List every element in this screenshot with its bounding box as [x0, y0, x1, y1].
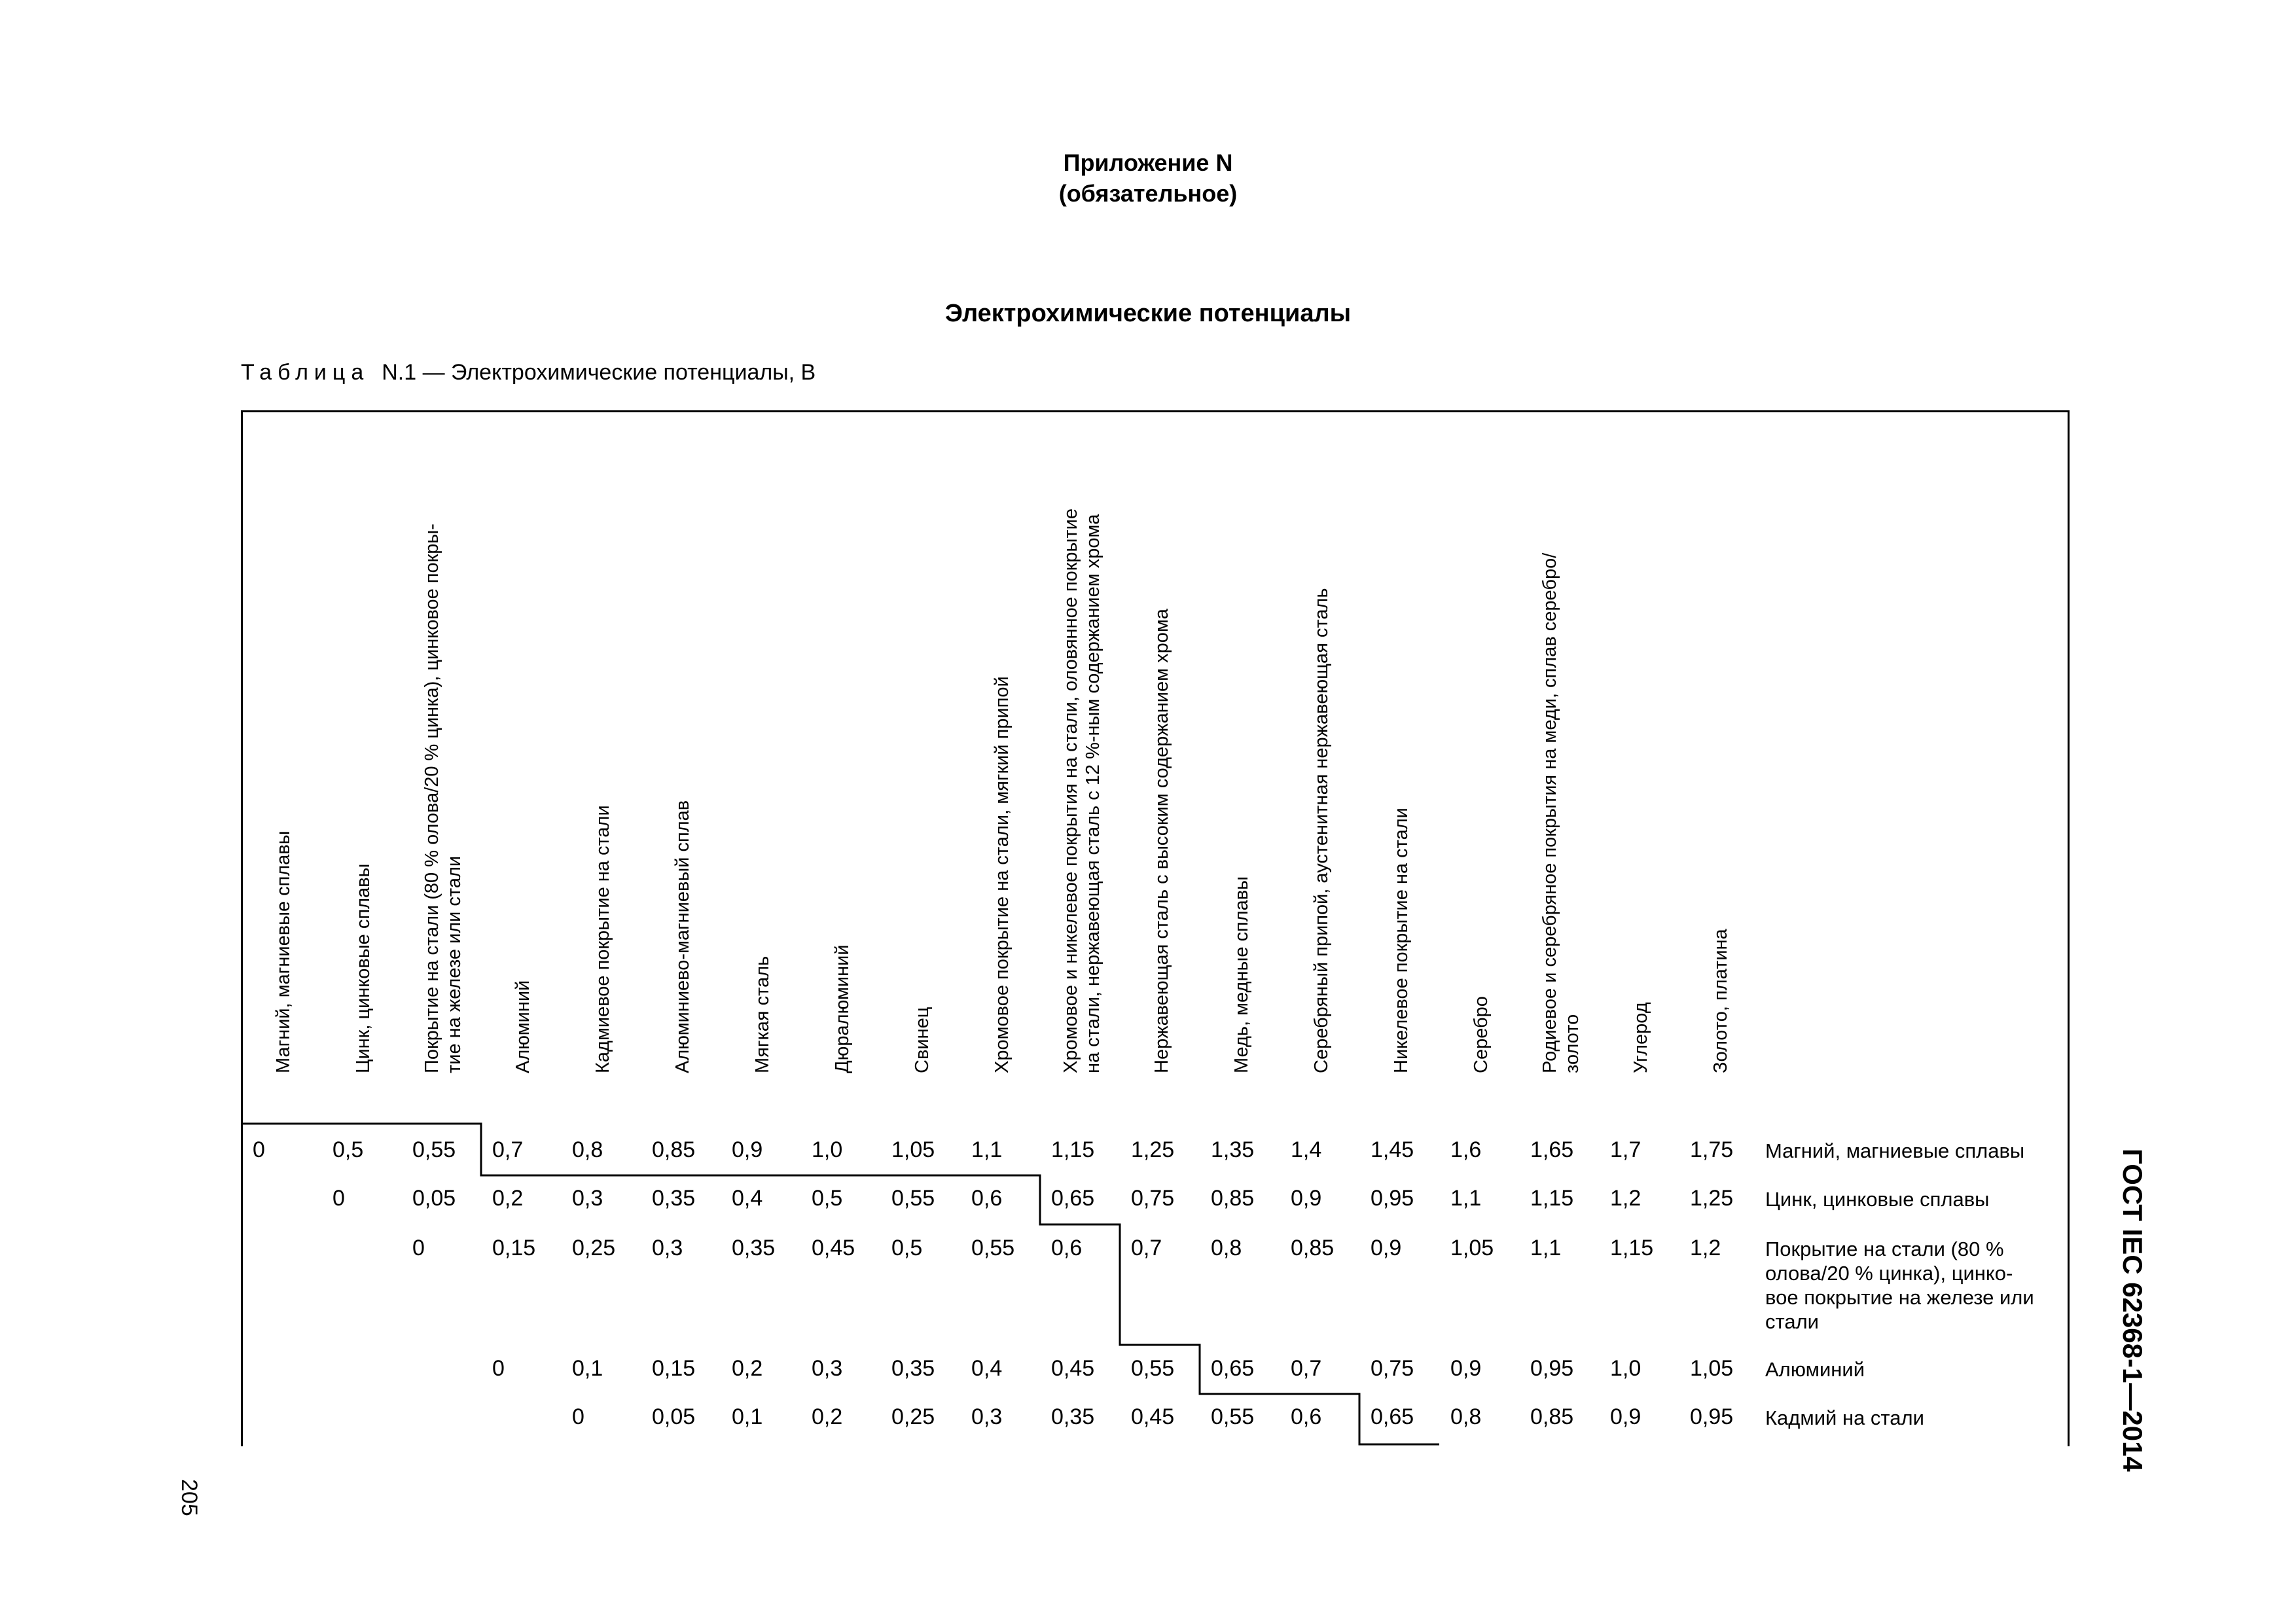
- table-cell: 1,1: [1530, 1236, 1562, 1260]
- table-cell: 1,4: [1291, 1137, 1322, 1162]
- table-cell: 0,3: [812, 1356, 843, 1381]
- table-cell: 0,6: [1051, 1236, 1083, 1260]
- table-cell: 0,4: [732, 1186, 763, 1211]
- table-cell: 1,1: [971, 1137, 1003, 1162]
- table-cell: 1,6: [1450, 1137, 1482, 1162]
- table-cell: 0,65: [1051, 1186, 1095, 1211]
- table-cell: 0,35: [652, 1186, 696, 1211]
- table-cell: 1,1: [1450, 1186, 1482, 1211]
- annex-subtitle: (обязательное): [1058, 180, 1238, 207]
- column-header: Покрытие на стали (80 % олова/20 % цинка), цинковое покры- тие на железе или стали: [422, 524, 465, 1073]
- row-label: Алюминий: [1765, 1358, 1865, 1381]
- table-cell: 1,05: [891, 1137, 935, 1162]
- table-cell: 0: [332, 1186, 345, 1211]
- table-cell: 0,35: [891, 1356, 935, 1381]
- table-cell: 1,05: [1690, 1356, 1734, 1381]
- row-label: Покрытие на стали (80 % олова/20 % цинка), цинко- вое покрытие на железе или стали: [1765, 1238, 2034, 1333]
- table-cell: 0,65: [1211, 1356, 1255, 1381]
- column-header: Хромовое покрытие на стали, мягкий припой: [992, 676, 1013, 1073]
- table-cell: 0,25: [891, 1404, 935, 1429]
- document-code: ГОСТ IEC 62368-1—2014: [2117, 1149, 2148, 1472]
- table-cell: 0,3: [572, 1186, 603, 1211]
- table-cell: 1,15: [1610, 1236, 1654, 1260]
- column-header: Медь, медные сплавы: [1231, 876, 1252, 1073]
- table-cell: 0,75: [1131, 1186, 1175, 1211]
- column-header: Кадмиевое покрытие на стали: [592, 805, 613, 1073]
- table-cell: 0,4: [971, 1356, 1003, 1381]
- table-cell: 0: [572, 1404, 584, 1429]
- table-cell: 0,65: [1371, 1404, 1414, 1429]
- column-header: Серебряный припой, аустенитная нержавеющая сталь: [1311, 588, 1332, 1073]
- table-cell: 0,8: [572, 1137, 603, 1162]
- table-cell: 0,9: [1610, 1404, 1641, 1429]
- table-cell: 1,25: [1131, 1137, 1175, 1162]
- section-title: Электрохимические потенциалы: [944, 300, 1352, 327]
- table-cell: 0,1: [572, 1356, 603, 1381]
- table-cell: 1,25: [1690, 1186, 1734, 1211]
- table-cell: 0,55: [412, 1137, 456, 1162]
- table-cell: 0,35: [732, 1236, 776, 1260]
- table-cell: 0,5: [812, 1186, 843, 1211]
- table-cell: 0,55: [891, 1186, 935, 1211]
- table-cell: 0,45: [1131, 1404, 1175, 1429]
- table-cell: 0,6: [971, 1186, 1003, 1211]
- column-header: Хромовое и никелевое покрытия на стали, оловянное покрытие на стали, нержавеющая сталь с 12 %-ным содержанием хрома: [1060, 508, 1103, 1073]
- table-cell: 1,7: [1610, 1137, 1641, 1162]
- annex-title: Приложение N: [1063, 149, 1233, 176]
- table-cell: 0,5: [891, 1236, 923, 1260]
- column-header: Нержавеющая сталь с высоким содержанием хрома: [1151, 609, 1172, 1073]
- table-cell: 0,85: [1291, 1236, 1335, 1260]
- table-cell: 0,55: [1131, 1356, 1175, 1381]
- table-cell: 1,2: [1690, 1236, 1721, 1260]
- table-caption-word: Таблица: [241, 360, 370, 385]
- table-cell: 0,3: [652, 1236, 683, 1260]
- table-cell: 0,45: [812, 1236, 855, 1260]
- table-cell: 1,15: [1530, 1186, 1574, 1211]
- column-header: Никелевое покрытие на стали: [1391, 808, 1412, 1073]
- table-cell: 1,35: [1211, 1137, 1255, 1162]
- column-header: Алюминий: [512, 980, 533, 1073]
- table-cell: 0,45: [1051, 1356, 1095, 1381]
- table-cell: 0: [492, 1356, 505, 1381]
- table-cell: 0,95: [1690, 1404, 1734, 1429]
- table-cell: 0,2: [732, 1356, 763, 1381]
- table-cell: 0,8: [1450, 1404, 1482, 1429]
- table-cell: 0,9: [1450, 1356, 1482, 1381]
- table-cell: 0,05: [652, 1404, 696, 1429]
- table-cell: 0,2: [492, 1186, 524, 1211]
- column-header: Дюралюминий: [832, 944, 853, 1073]
- table-cell: 0,9: [1371, 1236, 1402, 1260]
- table-cell: 0,15: [492, 1236, 536, 1260]
- table-cell: 0,55: [971, 1236, 1015, 1260]
- step-line: [241, 1124, 1439, 1444]
- table-cell: 1,75: [1690, 1137, 1734, 1162]
- column-header: Родиевое и серебряное покрытия на меди, сплав серебро/ золото: [1539, 552, 1583, 1073]
- row-label: Цинк, цинковые сплавы: [1765, 1188, 1990, 1211]
- table-cell: 1,65: [1530, 1137, 1574, 1162]
- table-cell: 0: [412, 1236, 425, 1260]
- page-number: 205: [177, 1479, 202, 1516]
- table-cell: 0,5: [332, 1137, 364, 1162]
- table-cell: 0,25: [572, 1236, 616, 1260]
- column-header: Магний, магниевые сплавы: [273, 830, 294, 1073]
- column-header: Свинец: [912, 1007, 933, 1073]
- table-cell: 1,0: [1610, 1356, 1641, 1381]
- table-cell: 1,15: [1051, 1137, 1095, 1162]
- table-cell: 0,85: [1211, 1186, 1255, 1211]
- column-header: Цинк, цинковые сплавы: [353, 863, 374, 1073]
- column-header: Углерод: [1630, 1002, 1651, 1073]
- table-cell: 0,85: [652, 1137, 696, 1162]
- table-cell: 0,1: [732, 1404, 763, 1429]
- table-cell: 0,7: [1291, 1356, 1322, 1381]
- table-cell: 0,2: [812, 1404, 843, 1429]
- table-cell: 0,35: [1051, 1404, 1095, 1429]
- row-label: Магний, магниевые сплавы: [1765, 1139, 2025, 1162]
- table-cell: 0,8: [1211, 1236, 1242, 1260]
- table-cell: 1,05: [1450, 1236, 1494, 1260]
- column-header: Мягкая сталь: [752, 955, 773, 1073]
- table-cell: 1,45: [1371, 1137, 1414, 1162]
- table-cell: 0,85: [1530, 1404, 1574, 1429]
- table-cell: 1,0: [812, 1137, 843, 1162]
- table-cell: 0,15: [652, 1356, 696, 1381]
- column-header: Алюминиево-магниевый сплав: [672, 800, 693, 1073]
- table-cell: 0,75: [1371, 1356, 1414, 1381]
- table-cell: 0,9: [732, 1137, 763, 1162]
- table-cell: 0,7: [1131, 1236, 1162, 1260]
- table-cell: 0,95: [1530, 1356, 1574, 1381]
- table-cell: 0: [253, 1137, 265, 1162]
- table-cell: 0,95: [1371, 1186, 1414, 1211]
- table-cell: 0,05: [412, 1186, 456, 1211]
- table-cell: 0,55: [1211, 1404, 1255, 1429]
- column-header: Серебро: [1471, 996, 1492, 1073]
- table-cell: 0,9: [1291, 1186, 1322, 1211]
- table-cell: 0,7: [492, 1137, 524, 1162]
- table-cell: 1,2: [1610, 1186, 1641, 1211]
- row-label: Кадмий на стали: [1765, 1406, 1924, 1429]
- table-cell: 0,3: [971, 1404, 1003, 1429]
- column-header: Золото, платина: [1710, 929, 1731, 1073]
- table-cell: 0,6: [1291, 1404, 1322, 1429]
- table-caption-text: N.1 — Электрохимические потенциалы, В: [382, 360, 816, 385]
